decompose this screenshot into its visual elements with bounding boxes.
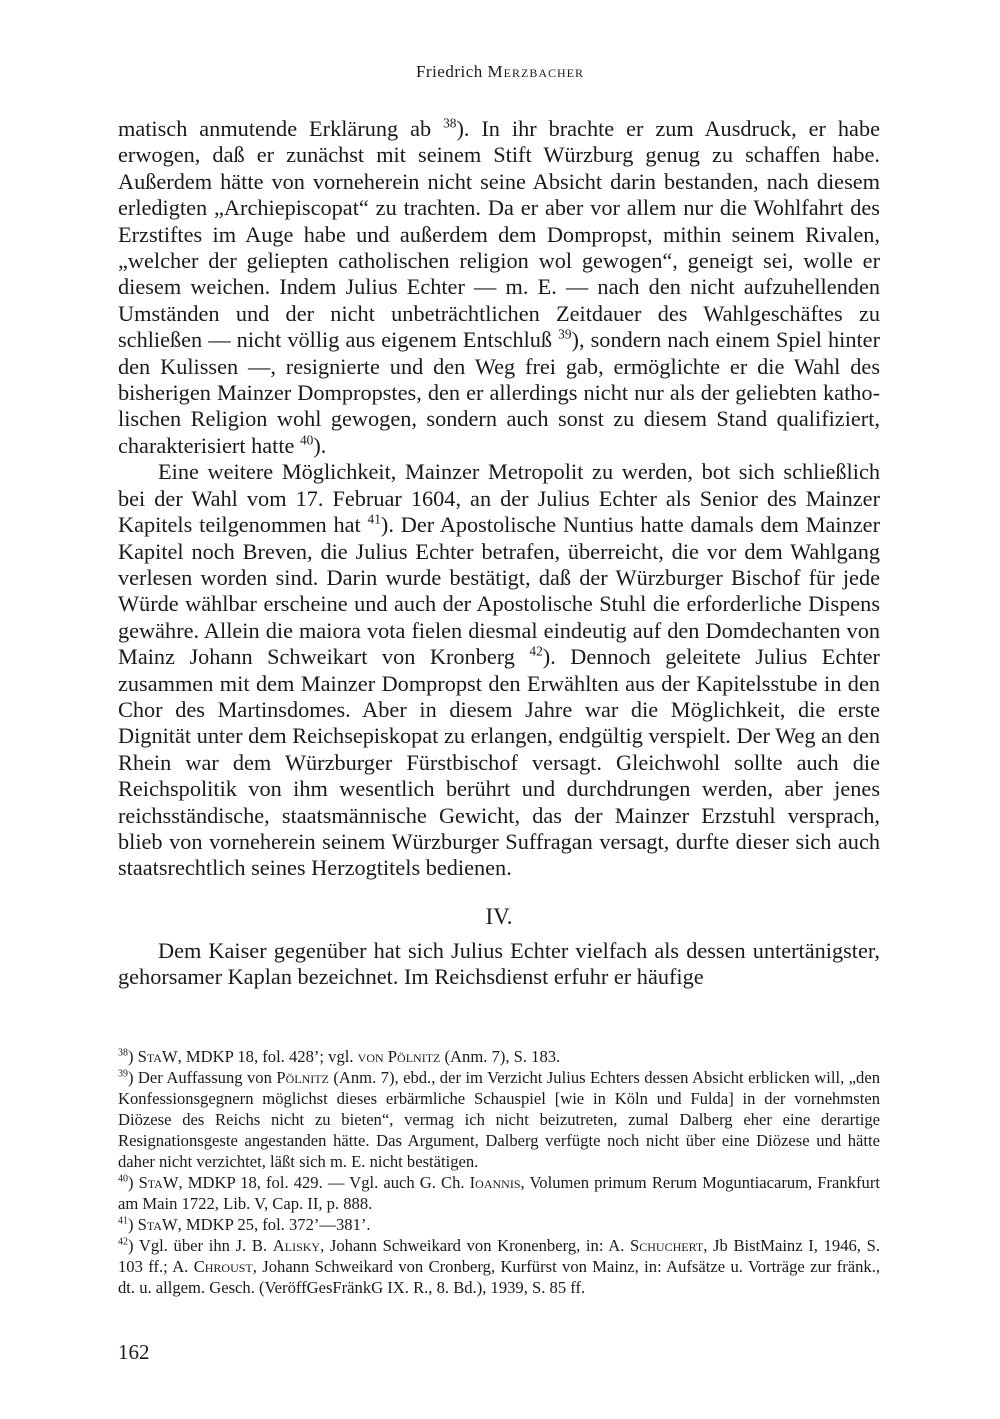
running-head-last-name: Merzbacher — [487, 62, 585, 81]
text-run: ) Der Auffassung von — [127, 1068, 277, 1087]
footnote-marker: 40 — [118, 1173, 128, 1185]
text-run: ) — [127, 1047, 138, 1066]
text-run: ). — [313, 432, 327, 458]
footnote-marker: 42 — [118, 1236, 128, 1248]
footnote — [118, 1235, 880, 1298]
footnote-marker: 39 — [558, 326, 572, 342]
text-run: ), sondern nach einem Spiel hinter den Kulissen —, resignierte und den Weg frei gab, ermöglichte er die Wahl des bisherigen Mainzer Dompropstes, den er allerdings nicht nur als der geliebten katholischen Religion wohl gewogen, sondern auch sonst zu diesem Stand qualifiziert, charakterisiert hatte — [118, 327, 880, 458]
text-run: ). In ihr brachte er zum Ausdruck, er habe erwogen, daß er zunächst mit seinem Stift Würzburg genug zu schaffen habe. Außerdem hätte von vorneherein nicht seine Absicht darin bestanden, nach diesem erledigten „Archiepiscopat“ zu trachten. Da er aber vor allem nur die Wohlfahrt des Erzstiftes im Auge habe und außerdem dem Dompropst, mithin seinem Rivalen, „welcher der geliepten catholischen religion wol gewogen“, geneigt sei, wolle er diesem weichen. Indem Julius Echter — m. E. — nach den nicht aufzuhellenden Umständen und der nicht unbeträchtlichen Zeitdauer des Wahlgeschäftes zu schließen — nicht völlig aus eigenem Entschluß — [118, 116, 880, 353]
footnote-marker: 40 — [300, 432, 314, 448]
footnote-marker: 38 — [118, 1047, 128, 1059]
small-caps-name: Chroust — [193, 1257, 253, 1276]
text-run: ). Der Apostolische Nuntius hatte damals dem Mainzer Kapitel noch Breven, die Julius Echter betrafen, überreicht, die vor dem Wahlgang verlesen worden sind. Darin wurde bestätigt, daß der Würzburger Bischof für jede Würde wählbar erscheine und auch der Apostolische Stuhl die erforderliche Dispens gewähre. Allein die maiora vota fielen diesmal eindeutig auf den Domdechanten von Mainz Johann Schweikart von Kronberg — [118, 512, 880, 670]
small-caps-name: Schuchert — [630, 1236, 704, 1255]
text-run: , Volumen primum Rerum Moguntiacarum, Frankfurt am Main 1722, Lib. V, Cap. II, p. 888. — [118, 1173, 880, 1213]
running-head-first-name: Friedrich — [415, 62, 483, 81]
footnote-marker: 39 — [118, 1068, 128, 1080]
small-caps-name: StaW — [137, 1215, 178, 1234]
small-caps-name: Ioannis — [469, 1173, 521, 1192]
text-run: matisch anmutende Erklärung ab — [118, 116, 444, 141]
small-caps-name: von Pölnitz — [357, 1047, 441, 1066]
footnote-marker: 41 — [367, 511, 381, 527]
text-run: Dem Kaiser gegenüber hat sich Julius Echter vielfach als dessen untertänigster, gehorsamer Kaplan bezeichnet. Im Reichsdienst erfuhr er häufige — [118, 937, 880, 990]
text-run: (Anm. 7), ebd., der im Verzicht Julius Echters dessen Absicht erblicken will, „den Konfessionsgegnern möglichst dieses erbärmliche Schauspiel [wie in Köln und Fulda] in der vornehmsten Diözese des Reichs nicht zu bieten“, vermag ich nicht beizutreten, zumal Dalberg eher eine derartige Resignationsgeste angestanden hätte. Das Argument, Dalberg verfügte noch nicht über eine Diözese und hätte daher nicht verzichtet, läßt sich m. E. nicht bestätigen. — [118, 1068, 881, 1171]
small-caps-name: Alisky — [272, 1236, 321, 1255]
small-caps-name: StaW — [137, 1047, 178, 1066]
text-run: ) — [127, 1215, 138, 1234]
running-head — [0, 62, 1000, 82]
text-run: Eine weitere Möglichkeit, Mainzer Metropolit zu werden, bot sich schließlich bei der Wahl vom 17. Februar 1604, an der Julius Echter als Senior des Mainzer Kapitels teilgenommen hat — [118, 459, 880, 538]
text-run: , Jb BistMainz I, 1946, S. 103 ff.; A. — [118, 1236, 880, 1276]
footnote — [118, 1172, 880, 1214]
footnote-marker: 38 — [443, 115, 457, 131]
body-paragraph — [118, 938, 880, 991]
text-run: ) — [127, 1173, 139, 1192]
text-run: ). Dennoch geleitete Julius Echter zusammen mit dem Mainzer Dompropst den Erwählten aus der Kapitelsstube in den Chor des Martinsdomes. Aber in diesem Jahre war die Möglichkeit, die erste Dignität unter dem Reichsepiskopat zu erlangen, endgültig verspielt. Der Weg an den Rhein war dem Würzburger Fürstbischof versagt. Gleichwohl sollte auch die Reichspolitik von ihm wesentlich berührt und durchdrungen werden, aber jenes reichsständische, staatsmännische Gewicht, das der Mainzer Erzstuhl versprach, blieb von vorneherein seinem Würzburger Suffragan versagt, durfte dieser sich auch staatsrechtlich seines Herzogtitels bedienen. — [118, 644, 880, 881]
text-run: ) Vgl. über ihn J. B. — [127, 1236, 273, 1255]
small-caps-name: StaW — [138, 1173, 179, 1192]
body-paragraph — [118, 459, 880, 882]
text-run: , MDKP 25, fol. 372’—381’. — [177, 1215, 371, 1234]
paragraphs-before-section — [118, 116, 880, 882]
text-run: , MDKP 18, fol. 428’; vgl. — [177, 1047, 358, 1066]
text-run: , MDKP 18, fol. 429. — Vgl. auch G. Ch. — [178, 1173, 470, 1192]
page-number: 162 — [118, 1340, 150, 1364]
text-run: , Johann Schweikard von Kronenberg, in: A. — [320, 1236, 631, 1255]
section-heading: IV. — [485, 903, 513, 929]
body-text — [118, 116, 880, 991]
text-run: , Johann Schweikard von Cronberg, Kurfürst von Mainz, in: Aufsätze u. Vorträge zur fränk., dt. u. allgem. Gesch. (VeröffGesFränkG IX. R., 8. Bd.), 1939, S. 85 ff. — [118, 1257, 880, 1297]
footnote — [118, 1067, 880, 1172]
footnote — [118, 1214, 880, 1235]
body-paragraph — [118, 116, 880, 459]
footnote-marker: 42 — [529, 643, 543, 659]
text-run: (Anm. 7), S. 183. — [440, 1047, 561, 1066]
paragraphs-after-section — [118, 938, 880, 991]
footnote — [118, 1046, 880, 1067]
footnote-marker: 41 — [118, 1215, 128, 1227]
footnotes — [118, 1046, 880, 1298]
small-caps-name: Pölnitz — [276, 1068, 329, 1087]
